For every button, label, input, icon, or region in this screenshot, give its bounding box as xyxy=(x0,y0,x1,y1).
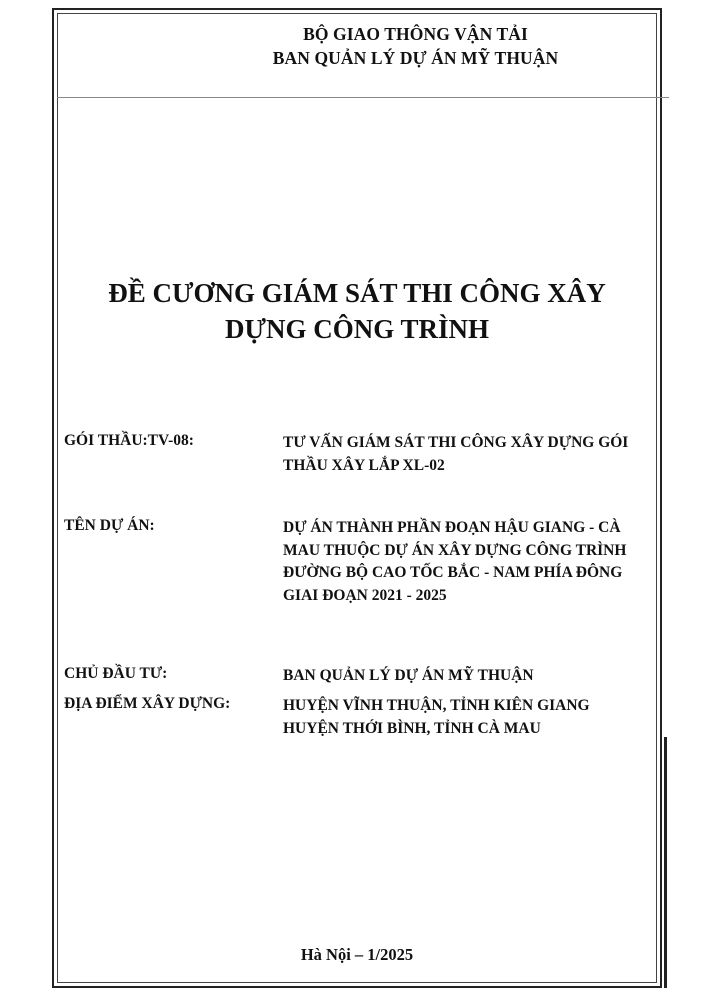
location-value xyxy=(283,695,663,740)
package-value-line-2: THẦU XÂY LẮP XL-02 xyxy=(283,456,445,474)
project-value xyxy=(283,517,663,607)
project-value-line-2: MAU THUỘC DỰ ÁN XÂY DỰNG CÔNG TRÌNH xyxy=(283,541,627,559)
location-label: ĐỊA ĐIỂM XÂY DỰNG: xyxy=(64,695,231,712)
place-date: Hà Nội – 1/2025 xyxy=(300,945,414,964)
package-value-line-1: TƯ VẤN GIÁM SÁT THI CÔNG XÂY DỰNG GÓI xyxy=(283,434,629,451)
investor-value xyxy=(283,665,663,688)
package-value xyxy=(283,432,663,477)
ministry-name: BỘ GIAO THÔNG VẬN TẢI xyxy=(303,24,528,44)
title-line-1: ĐỀ CƯƠNG GIÁM SÁT THI CÔNG XÂY xyxy=(108,278,606,308)
location-value-line-1: HUYỆN VĨNH THUẬN, TỈNH KIÊN GIANG xyxy=(283,697,590,714)
location-value-line-2: HUYỆN THỚI BÌNH, TỈNH CÀ MAU xyxy=(283,719,541,737)
management-board-name: BAN QUẢN LÝ DỰ ÁN MỸ THUẬN xyxy=(272,48,559,68)
project-label: TÊN DỰ ÁN: xyxy=(64,517,155,534)
package-label: GÓI THẦU:TV-08: xyxy=(64,432,194,449)
investor-label: CHỦ ĐẦU TƯ: xyxy=(64,665,168,682)
project-value-line-4: GIAI ĐOẠN 2021 - 2025 xyxy=(283,586,447,604)
header-divider xyxy=(57,97,669,98)
project-value-line-1: DỰ ÁN THÀNH PHẦN ĐOẠN HẬU GIANG - CÀ xyxy=(283,519,621,536)
title-line-2: DỰNG CÔNG TRÌNH xyxy=(224,314,489,344)
page-border-inner xyxy=(57,13,657,983)
document-title xyxy=(57,275,657,347)
investor-value-line-1: BAN QUẢN LÝ DỰ ÁN MỸ THUẬN xyxy=(283,667,534,684)
border-artifact xyxy=(664,737,667,988)
project-value-line-3: ĐƯỜNG BỘ CAO TỐC BẮC - NAM PHÍA ĐÔNG xyxy=(283,564,623,581)
